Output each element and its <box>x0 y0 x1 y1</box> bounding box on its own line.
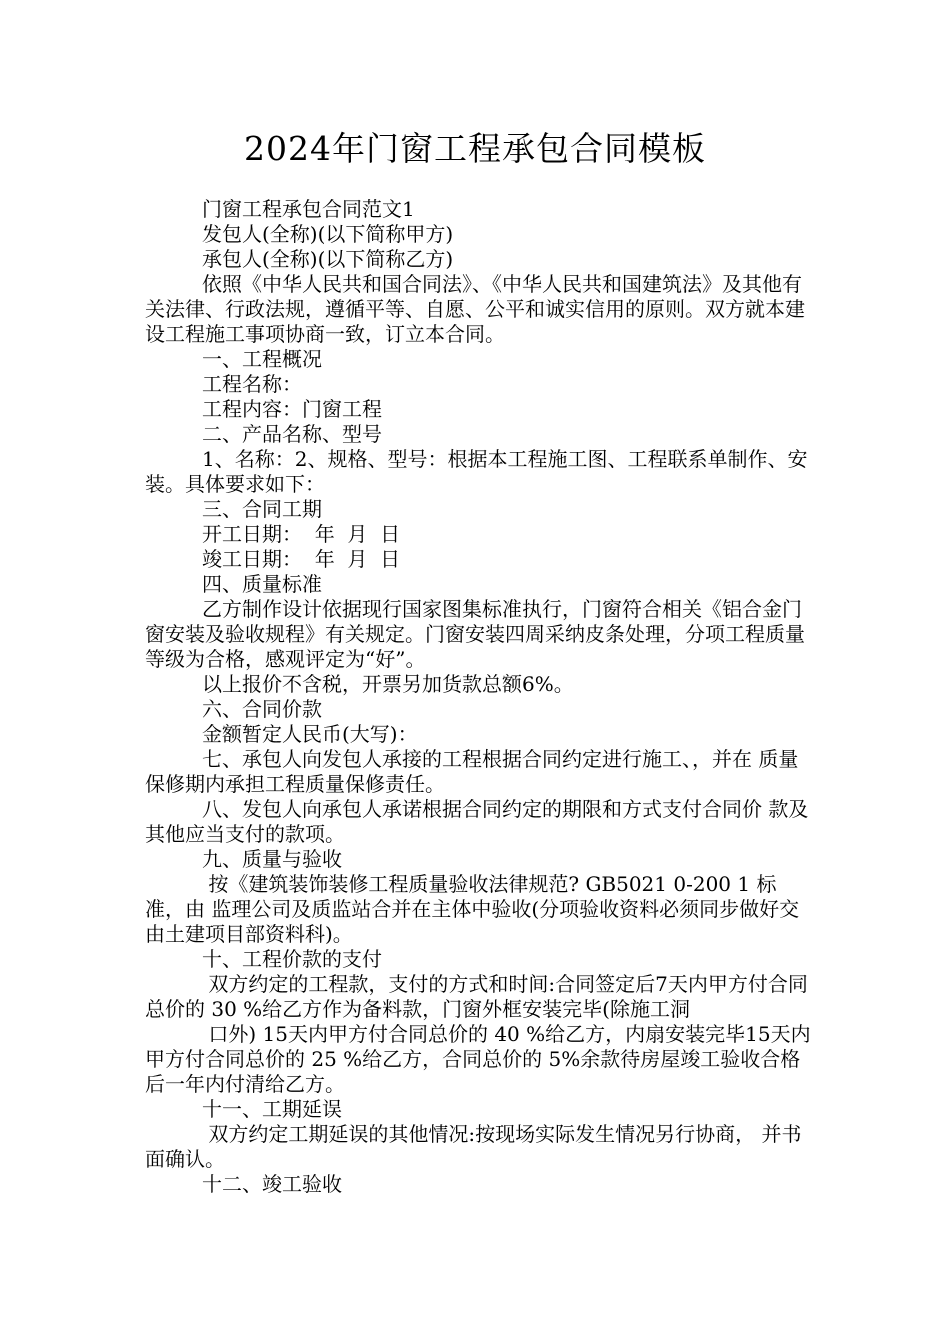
document-paragraph: 开工日期： 年 月 日 <box>202 522 401 546</box>
document-paragraph: 四、质量标准 <box>202 572 322 596</box>
document-paragraph: 二、产品名称、型号 <box>202 422 382 446</box>
document-paragraph: 六、合同价款 <box>202 697 322 721</box>
document-paragraph: 金额暂定人民币(大写)： <box>202 722 418 746</box>
document-paragraph: 以上报价不含税，开票另加货款总额6%。 <box>202 672 574 696</box>
document-paragraph: 依照《中华人民共和国合同法》、《中华人民共和国建筑法》及其他有关法律、行政法规，遵循平等、自愿、公平和诚实信用的原则。双方就本建设工程施工事项协商一致，订立本合同。 <box>145 272 805 346</box>
document-paragraph: 乙方制作设计依据现行国家图集标准执行，门窗符合相关《铝合金门窗安装及验收规程》有关规定。门窗安装四周采纳皮条处理，分项工程质量等级为合格，感观评定为“好”。 <box>145 597 805 671</box>
document-paragraph: 九、质量与验收 <box>202 847 342 871</box>
document-paragraph: 一、工程概况 <box>202 347 322 371</box>
document-paragraph: 竣工日期： 年 月 日 <box>202 547 401 571</box>
document-paragraph: 发包人(全称)(以下简称甲方) <box>202 222 454 246</box>
document-paragraph: 十二、竣工验收 <box>202 1172 342 1196</box>
document-body <box>145 197 815 1197</box>
document-paragraph: 按《建筑装饰装修工程质量验收法律规范? GB5021 0-200 1 标准，由 监理公司及质监站合并在主体中验收(分项验收资料必须同步做好交由土建项目部资料科)。 <box>145 872 800 946</box>
document-paragraph: 八、发包人向承包人承诺根据合同约定的期限和方式支付合同价 款及其他应当支付的款项。 <box>145 797 809 846</box>
document-paragraph: 1、名称：2、规格、型号：根据本工程施工图、工程联系单制作、安装。具体要求如下： <box>145 447 808 496</box>
document-paragraph: 三、合同工期 <box>202 497 322 521</box>
document-paragraph: 双方约定工期延误的其他情况:按现场实际发生情况另行协商， 并书面确认。 <box>145 1122 802 1171</box>
document-paragraph: 工程内容：门窗工程 <box>202 397 382 421</box>
document-paragraph: 七、承包人向发包人承接的工程根据合同约定进行施工、，并在 质量保修期内承担工程质量保修责任。 <box>145 747 799 796</box>
document-paragraph: 承包人(全称)(以下简称乙方) <box>202 247 454 271</box>
document-title: 2024年门窗工程承包合同模板 <box>244 129 706 168</box>
document-paragraph: 十一、工期延误 <box>202 1097 342 1121</box>
document-paragraph: 双方约定的工程款，支付的方式和时间:合同签定后7天内甲方付合同总价的 30 %给乙方作为备料款，门窗外框安装完毕(除施工洞 <box>145 972 808 1021</box>
document-paragraph: 工程名称： <box>202 372 302 396</box>
document-paragraph: 门窗工程承包合同范文1 <box>202 197 415 221</box>
document-paragraph: 口外) 15天内甲方付合同总价的 40 %给乙方，内扇安装完毕15天内甲方付合同总价的 25 %给乙方，合同总价的 5%余款待房屋竣工验收合格后一年内付清给乙方。 <box>145 1022 811 1096</box>
document-paragraph: 十、工程价款的支付 <box>202 947 382 971</box>
